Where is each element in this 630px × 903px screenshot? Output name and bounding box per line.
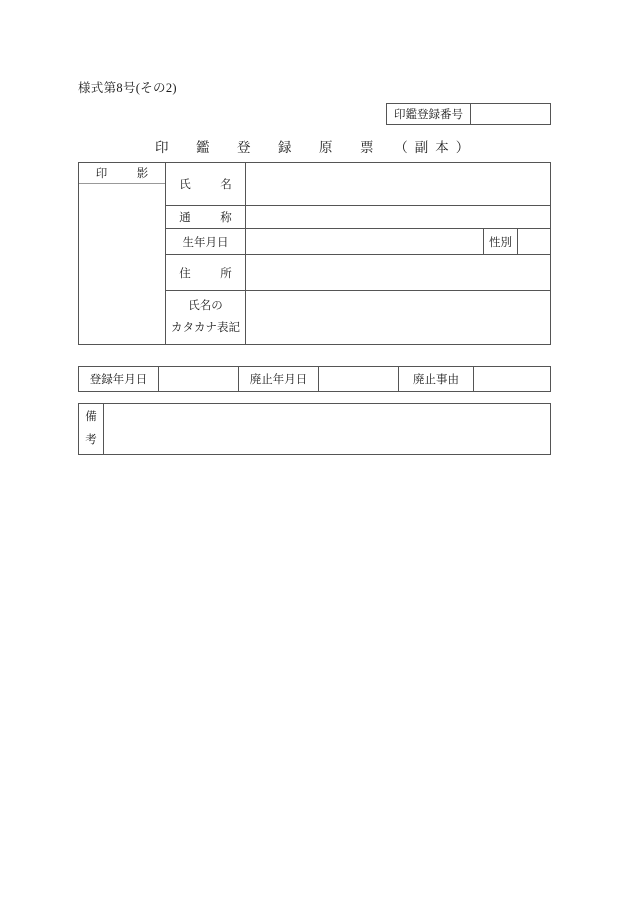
table-row xyxy=(166,291,550,344)
name-field[interactable] xyxy=(246,163,550,205)
dates-table xyxy=(78,366,551,392)
abolition-reason-label: 廃止事由 xyxy=(399,367,474,391)
registration-date-field[interactable] xyxy=(159,367,239,391)
table-row xyxy=(166,163,550,206)
gender-label: 性別 xyxy=(483,229,518,254)
registration-number-value[interactable] xyxy=(471,104,550,124)
remarks-label-line1: 備 xyxy=(85,411,97,423)
remarks-table xyxy=(78,403,551,455)
name-katakana-field[interactable] xyxy=(246,291,550,344)
address-label: 住 所 xyxy=(166,255,246,290)
table-row xyxy=(166,206,550,229)
abolition-date-label: 廃止年月日 xyxy=(239,367,319,391)
alias-label: 通 称 xyxy=(166,206,246,228)
form-number: 様式第8号(その2) xyxy=(78,81,177,95)
table-row xyxy=(166,229,550,255)
seal-impression-label: 印 影 xyxy=(79,163,165,184)
seal-impression-value[interactable] xyxy=(79,184,165,344)
name-katakana-label xyxy=(166,291,246,344)
remarks-label xyxy=(79,404,104,454)
name-katakana-label-line2: カタカナ表記 xyxy=(171,321,240,334)
remarks-field[interactable] xyxy=(104,404,550,454)
registration-date-label: 登録年月日 xyxy=(79,367,159,391)
abolition-reason-field[interactable] xyxy=(474,367,550,391)
gender-field[interactable] xyxy=(518,229,550,254)
alias-field[interactable] xyxy=(246,206,550,228)
fields-column xyxy=(166,163,550,344)
seal-impression-column xyxy=(79,163,166,344)
page-title: 印 鑑 登 録 原 票 （副本） xyxy=(155,140,477,155)
name-katakana-label-line1: 氏名の xyxy=(188,300,223,313)
name-label: 氏 名 xyxy=(166,163,246,205)
address-field[interactable] xyxy=(246,255,550,290)
table-row xyxy=(166,255,550,291)
main-form-table xyxy=(78,162,551,345)
registration-number-label: 印鑑登録番号 xyxy=(387,104,471,124)
abolition-date-field[interactable] xyxy=(319,367,399,391)
birthdate-label: 生年月日 xyxy=(166,229,246,254)
registration-number-box xyxy=(386,103,551,125)
birthdate-field[interactable] xyxy=(246,229,483,254)
remarks-label-line2: 考 xyxy=(85,434,97,446)
